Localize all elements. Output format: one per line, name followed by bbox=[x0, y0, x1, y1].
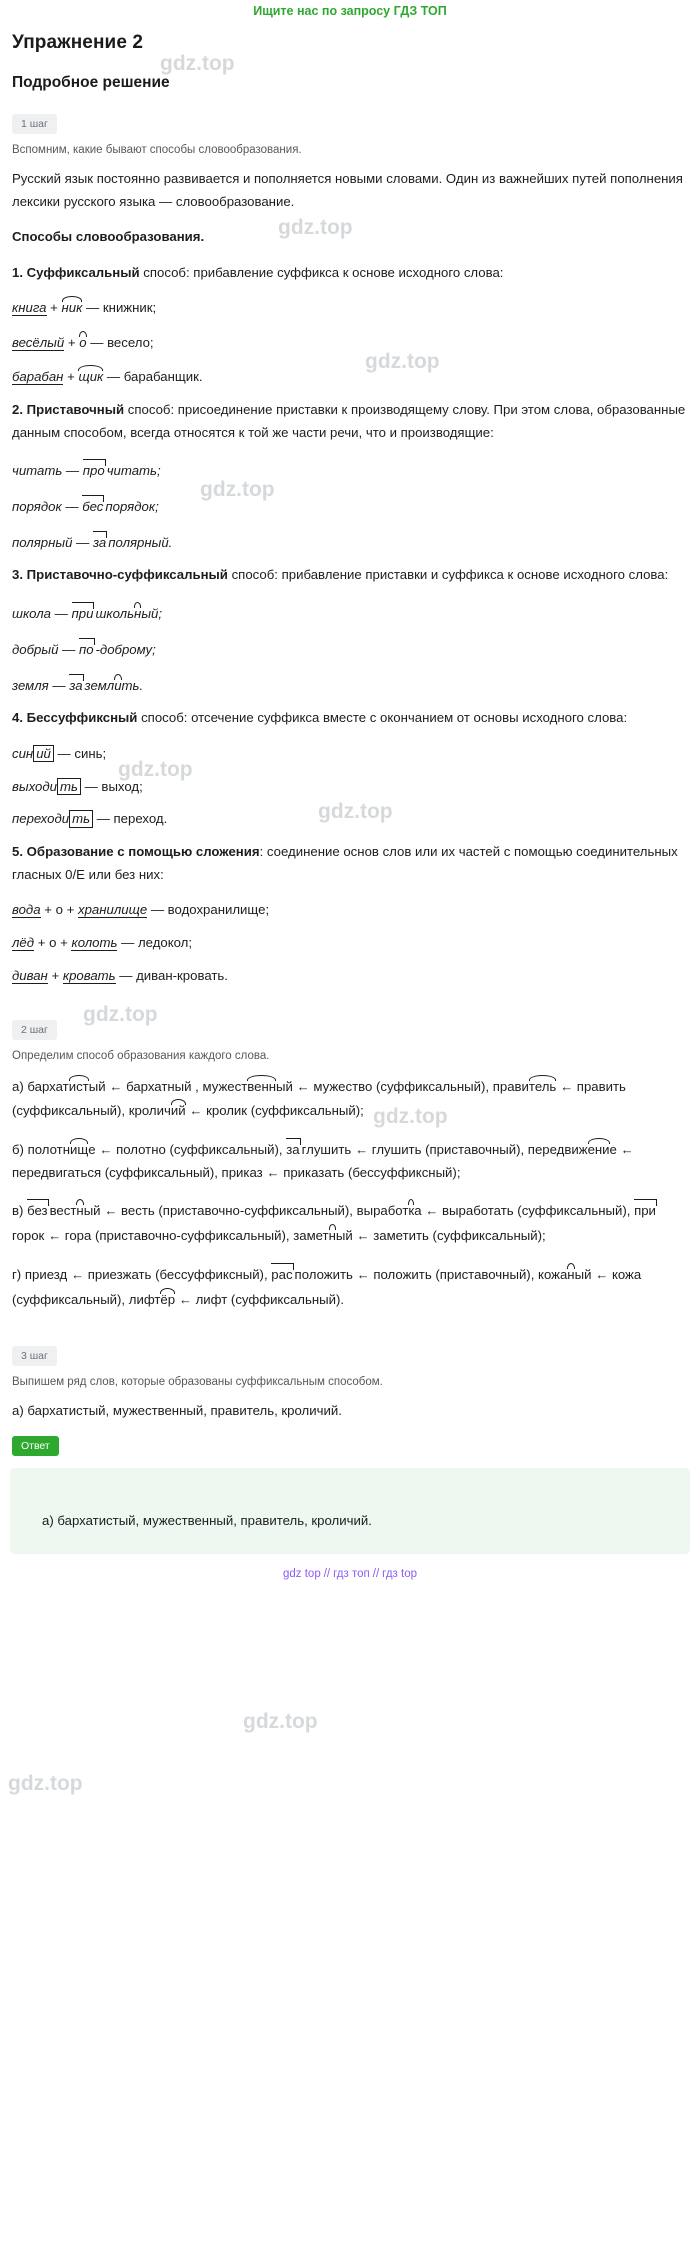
way-3-definition bbox=[12, 564, 690, 587]
example-result: — синь; bbox=[53, 745, 107, 761]
section-subtitle: Подробное решение bbox=[12, 74, 170, 91]
example-base: порядок — bbox=[12, 499, 83, 515]
example-ending-box: ть bbox=[69, 810, 93, 827]
join-text: + о + bbox=[40, 902, 78, 918]
analysis-item-b bbox=[12, 1136, 690, 1184]
watermark: gdz.top bbox=[160, 52, 235, 75]
analysis-text: положить ← положить (приставочный), кожа bbox=[294, 1266, 568, 1282]
way-4-example-1 bbox=[12, 743, 690, 766]
step-1-hint: Вспомним, какие бывают способы словообразования. bbox=[12, 144, 302, 156]
watermark: gdz.top bbox=[318, 800, 393, 823]
way-2-definition bbox=[12, 399, 690, 444]
example-stem: колоть bbox=[71, 935, 118, 951]
example-suffix: ник bbox=[62, 295, 83, 320]
example-result: — барабанщик. bbox=[103, 369, 203, 385]
way-3-text: способ: прибавление приставки и суффикса к основе исходного слова: bbox=[227, 567, 669, 583]
footer-link-gdz-top[interactable]: gdz top bbox=[283, 1567, 321, 1580]
analysis-item-a bbox=[12, 1074, 690, 1123]
analysis-item-g bbox=[12, 1261, 690, 1311]
way-4-label: 4. Бессуффиксный bbox=[12, 710, 138, 726]
example-suffix: н bbox=[134, 601, 141, 626]
footer-separator: // bbox=[372, 1567, 380, 1580]
way-2-example-1 bbox=[12, 457, 690, 483]
join-text: + о + bbox=[34, 935, 72, 951]
way-2-label: 2. Приставочный bbox=[12, 401, 125, 417]
example-stem: барабан bbox=[12, 369, 64, 385]
example-result: — весело; bbox=[86, 334, 154, 350]
example-result: — ледокол; bbox=[117, 935, 193, 951]
example-result: — водохранилище; bbox=[147, 902, 270, 918]
way-1-label: 1. Суффиксальный bbox=[12, 265, 140, 281]
example-result: читать; bbox=[106, 463, 161, 479]
example-ending: ый; bbox=[141, 606, 163, 622]
plus-sign: + bbox=[63, 369, 79, 385]
analysis-text: в) bbox=[12, 1203, 28, 1219]
example-prefix: за bbox=[93, 529, 108, 555]
way-4-text: способ: отсечение суффикса вместе с окончанием от основы исходного слова: bbox=[137, 710, 628, 726]
analysis-text: ← править (суффиксальный), кролич bbox=[12, 1078, 626, 1119]
way-4-example-3 bbox=[12, 808, 690, 831]
way-3-label: 3. Приставочно-суффиксальный bbox=[12, 567, 228, 583]
way-5-label: 5. Образование с помощью сложения bbox=[12, 844, 260, 860]
analysis-item-v bbox=[12, 1197, 690, 1247]
watermark: gdz.top bbox=[8, 1772, 83, 1795]
way-5-example-3 bbox=[12, 965, 690, 988]
analysis-text: ← кролик (суффиксальный); bbox=[185, 1103, 364, 1119]
example-stem: книга bbox=[12, 299, 47, 315]
step-2-badge: 2 шаг bbox=[12, 1020, 57, 1040]
footer-link-gdz-top-ru[interactable]: гдз топ bbox=[333, 1567, 370, 1580]
intro-paragraph: Русский язык постоянно развивается и пополняется новыми словами. Один из важнейших путей пополнения лексики русского языка — словообразование. bbox=[12, 171, 683, 209]
analysis-suffix: ий bbox=[171, 1098, 186, 1123]
step-3-hint: Выпишем ряд слов, которые образованы суффиксальным способом. bbox=[12, 1376, 383, 1389]
example-result: — выход; bbox=[80, 778, 143, 794]
analysis-prefix: рас bbox=[271, 1261, 294, 1287]
way-1-example-2 bbox=[12, 330, 690, 355]
example-ending-box: ий bbox=[33, 745, 54, 762]
analysis-suffix: тель bbox=[529, 1074, 556, 1099]
analysis-prefix: при bbox=[634, 1197, 658, 1223]
way-5-definition bbox=[12, 841, 690, 886]
way-1-example-3 bbox=[12, 364, 690, 389]
way-5-text: : соединение основ слов или их частей с помощью соединительных гласных 0/Е или без них: bbox=[12, 844, 678, 882]
example-base: выходи bbox=[12, 778, 57, 794]
way-2-example-3 bbox=[12, 529, 690, 555]
analysis-prefix: за bbox=[286, 1136, 301, 1162]
watermark: gdz.top bbox=[118, 758, 193, 781]
analysis-text: ый ← заметить (суффиксальный); bbox=[335, 1228, 546, 1244]
join-text: + bbox=[47, 967, 63, 983]
way-3-example-3 bbox=[12, 672, 690, 698]
analysis-text: ый ← бархатный , мужест bbox=[88, 1078, 248, 1094]
analysis-text: е ← передвигаться (суффиксальный), приказ ← приказать (бессуффиксный); bbox=[12, 1141, 634, 1180]
analysis-text: ый ← мужество (суффиксальный), прави bbox=[276, 1078, 529, 1094]
plus-sign: + bbox=[64, 334, 80, 350]
way-1-example-1 bbox=[12, 295, 690, 320]
way-3-example-1 bbox=[12, 600, 690, 626]
example-base: переходи bbox=[12, 811, 70, 827]
step-2-hint: Определим способ образования каждого слова. bbox=[12, 1049, 270, 1062]
analysis-suffix: ёр bbox=[160, 1287, 175, 1312]
example-prefix: по bbox=[79, 636, 96, 662]
way-4-example-2 bbox=[12, 776, 690, 799]
way-3-example-2 bbox=[12, 636, 690, 662]
example-root: земл bbox=[84, 677, 115, 693]
example-base: добрый — bbox=[12, 641, 79, 657]
page-title: Упражнение 2 bbox=[12, 32, 144, 53]
ways-heading bbox=[12, 226, 690, 249]
answer-box bbox=[10, 1468, 690, 1554]
way-5-example-2 bbox=[12, 932, 690, 955]
way-4-definition bbox=[12, 707, 690, 730]
example-base: син bbox=[12, 745, 34, 761]
ways-heading-text: Способы словообразования. bbox=[12, 229, 205, 245]
analysis-text: ← лифт (суффиксальный). bbox=[175, 1291, 345, 1307]
example-suffix: щик bbox=[78, 364, 103, 389]
step-3-badge: 3 шаг bbox=[12, 1346, 57, 1366]
analysis-suffix: венн bbox=[247, 1074, 276, 1099]
example-result: полярный. bbox=[108, 534, 173, 550]
example-stem: диван bbox=[12, 967, 48, 983]
example-base: школа — bbox=[12, 606, 72, 622]
watermark: gdz.top bbox=[365, 350, 440, 373]
example-stem: хранилище bbox=[77, 902, 148, 918]
analysis-text: горок ← гора (приставочно-суффиксальный), замет bbox=[12, 1228, 329, 1244]
way-2-text: способ: присоединение приставки к производящему слову. При этом слова, образованные данным способом, всегда относятся к той же части речи, что и производящие: bbox=[12, 401, 686, 440]
footer-links bbox=[10, 1554, 690, 1590]
analysis-suffix: н bbox=[76, 1198, 83, 1223]
plus-sign: + bbox=[46, 299, 62, 315]
watermark: gdz.top bbox=[373, 1105, 448, 1128]
example-result: -доброму; bbox=[95, 641, 156, 657]
example-stem: весёлый bbox=[12, 334, 65, 350]
step-1-badge: 1 шаг bbox=[12, 114, 57, 134]
answer-badge: Ответ bbox=[12, 1436, 59, 1456]
example-ending-box: ть bbox=[57, 778, 81, 795]
analysis-suffix: н bbox=[329, 1223, 336, 1248]
watermark: gdz.top bbox=[200, 478, 275, 501]
example-prefix: про bbox=[83, 457, 107, 483]
example-stem: лёд bbox=[12, 935, 35, 951]
analysis-text: а ← выработать (суффиксальный), bbox=[414, 1203, 635, 1219]
way-1-definition bbox=[12, 262, 690, 285]
way-5-example-1 bbox=[12, 899, 690, 922]
analysis-suffix: ени bbox=[588, 1137, 610, 1162]
example-prefix: при bbox=[72, 600, 96, 626]
analysis-suffix: к bbox=[408, 1198, 414, 1223]
step-3-answer: а) бархатистый, мужественный, правитель, кроличий. bbox=[12, 1403, 342, 1419]
way-1-text: способ: прибавление суффикса к основе исходного слова: bbox=[139, 265, 504, 281]
final-answer-text: а) бархатистый, мужественный, правитель, кроличий. bbox=[42, 1512, 372, 1528]
example-result: порядок; bbox=[105, 499, 159, 515]
analysis-suffix: ищ bbox=[70, 1137, 88, 1162]
analysis-text: а) бархат bbox=[12, 1078, 69, 1094]
example-ending: ть. bbox=[121, 677, 144, 693]
way-2-example-2 bbox=[12, 493, 690, 519]
watermark: gdz.top bbox=[243, 1710, 318, 1733]
analysis-text: ый ← весть (приставочно-суффиксальный), выработ bbox=[83, 1203, 409, 1219]
footer-link-gdz-top-mixed[interactable]: гдз top bbox=[382, 1567, 417, 1580]
example-result: — диван-кровать. bbox=[115, 967, 228, 983]
example-suffix: о bbox=[79, 330, 86, 355]
analysis-text: б) полотн bbox=[12, 1141, 71, 1157]
example-root: школь bbox=[95, 606, 135, 622]
analysis-text: вест bbox=[49, 1203, 77, 1219]
analysis-suffix: ист bbox=[69, 1074, 89, 1099]
example-stem: кровать bbox=[62, 967, 116, 983]
example-suffix: и bbox=[114, 673, 121, 698]
example-result: — книжник; bbox=[82, 299, 157, 315]
analysis-text: г) приезд ← приезжать (бессуффиксный), bbox=[12, 1266, 272, 1282]
example-result: — переход. bbox=[93, 811, 168, 827]
analysis-suffix: н bbox=[567, 1262, 574, 1287]
analysis-text: е ← полотно (суффиксальный), bbox=[88, 1141, 287, 1157]
example-prefix: за bbox=[69, 672, 84, 698]
example-base: читать — bbox=[12, 463, 83, 479]
example-stem: вода bbox=[12, 902, 41, 918]
promo-banner: Ищите нас по запросу ГДЗ ТОП bbox=[253, 4, 447, 18]
analysis-text: ый ← кожа (суффиксальный), лифт bbox=[12, 1266, 642, 1307]
watermark: gdz.top bbox=[83, 1003, 158, 1026]
example-base: земля — bbox=[12, 677, 70, 693]
example-base: полярный — bbox=[12, 534, 93, 550]
analysis-prefix: без bbox=[27, 1197, 50, 1223]
analysis-text: глушить ← глушить (приставочный), передвиж bbox=[301, 1141, 588, 1157]
example-prefix: бес bbox=[82, 493, 105, 519]
watermark: gdz.top bbox=[278, 216, 353, 239]
footer-separator: // bbox=[323, 1567, 331, 1580]
